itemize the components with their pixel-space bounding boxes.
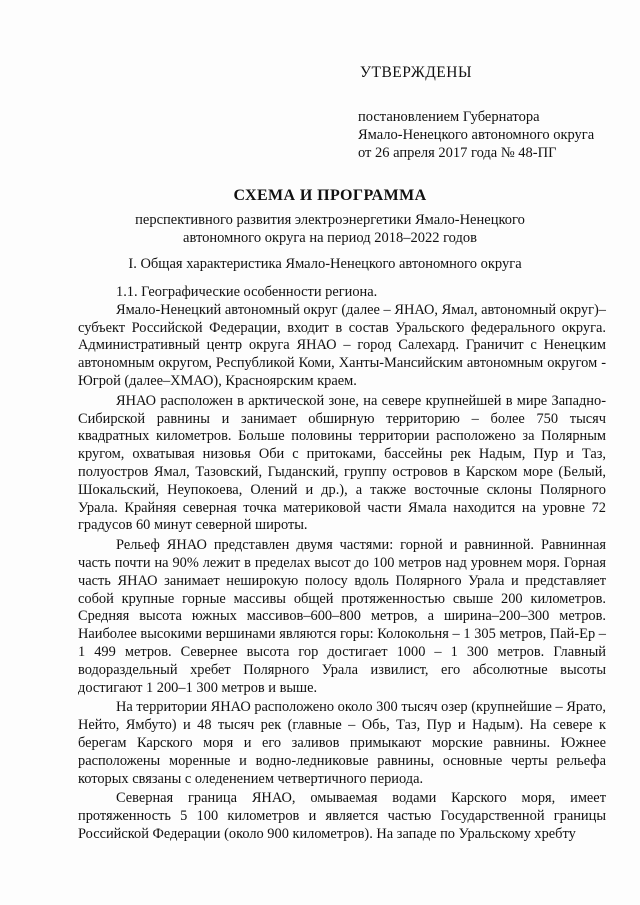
document-title: СХЕМА И ПРОГРАММА <box>233 187 427 204</box>
section-heading: I. Общая характеристика Ямало-Ненецкого автономного округа <box>128 256 522 272</box>
approval-line: Ямало-Ненецкого автономного округа <box>358 127 595 143</box>
approval-heading: УТВЕРЖДЕНЫ <box>360 64 472 81</box>
paragraph: Северная граница ЯНАО, омываемая водами Карского моря, имеет протяженность 5 100 километров и является частью Государственной границы Российской Федерации (около 900 километров). На западе по Уральскому хребту <box>78 790 606 842</box>
document-subtitle-line: перспективного развития электроэнергетики Ямало-Ненецкого <box>135 212 525 228</box>
paragraph: Ямало-Ненецкий автономный округ (далее – ЯНАО, Ямал, автономный округ)–субъект Российской Федерации, входит в состав Уральского федерального округа. Административный центр округа ЯНАО – город Салехард. Граничит с Ненецким автономным округом, Республикой Коми, Ханты-Мансийским автономным округом - Югрой (далее–ХМАО), Красноярским краем. <box>78 301 606 389</box>
subsection-heading: 1.1. Географические особенности региона. <box>116 284 378 300</box>
document-title-block <box>60 187 600 247</box>
paragraph: На территории ЯНАО расположено около 300 тысяч озер (крупнейшие – Ярато, Нейто, Ямбуто) и 48 тысяч рек (главные – Обь, Таз, Пур и Надым). На севере к берегам Карского моря и его заливов примыкают морские равнины. Южнее расположены моренные и водно-ледниковые равнины, основные черты рельефа которых связаны с оледенением четвертичного периода. <box>78 699 606 787</box>
document-subtitle-line: автономного округа на период 2018–2022 годов <box>183 230 477 246</box>
paragraph: Рельеф ЯНАО представлен двумя частями: горной и равнинной. Равнинная часть почти на 90% лежит в пределах высот до 100 метров над уровнем моря. Горная часть ЯНАО занимает неширокую полосу вдоль Полярного Урала и представляет собой крупные горные массивы общей протяженностью свыше 200 километров. Средняя высота южных массивов–600–800 метров, а ширина–200–300 метров. Наиболее высокими вершинами являются горы: Колокольня – 1 305 метров, Пай-Ер – 1 499 метров. Севернее высота гор достигает 1000 – 1 300 метров. Главный водораздельный хребет Полярного Урала извилист, его абсолютные высоты достигают 1 200–1 300 метров и выше. <box>78 537 606 696</box>
approval-line: от 26 апреля 2017 года № 48-ПГ <box>358 145 557 161</box>
approval-line: постановлением Губернатора <box>358 109 540 125</box>
document-body <box>78 284 606 846</box>
paragraph: ЯНАО расположен в арктической зоне, на севере крупнейшей в мире Западно-Сибирской равнины и занимает обширную территорию – более 750 тысяч квадратных километров. Больше половины территории расположено за Полярным кругом, охватывая низовья Оби с притоками, бассейны рек Надым, Пур и Таз, полуостров Ямал, Тазовский, Гыданский, группу островов в Карском море (Белый, Шокальский, Неупокоева, Олений и др.), а также восточные склоны Полярного Урала. Крайняя северная точка материковой части Ямала находится на уровне 72 градусов 60 минут северной широты. <box>78 392 606 534</box>
approval-stamp-block <box>358 64 618 162</box>
